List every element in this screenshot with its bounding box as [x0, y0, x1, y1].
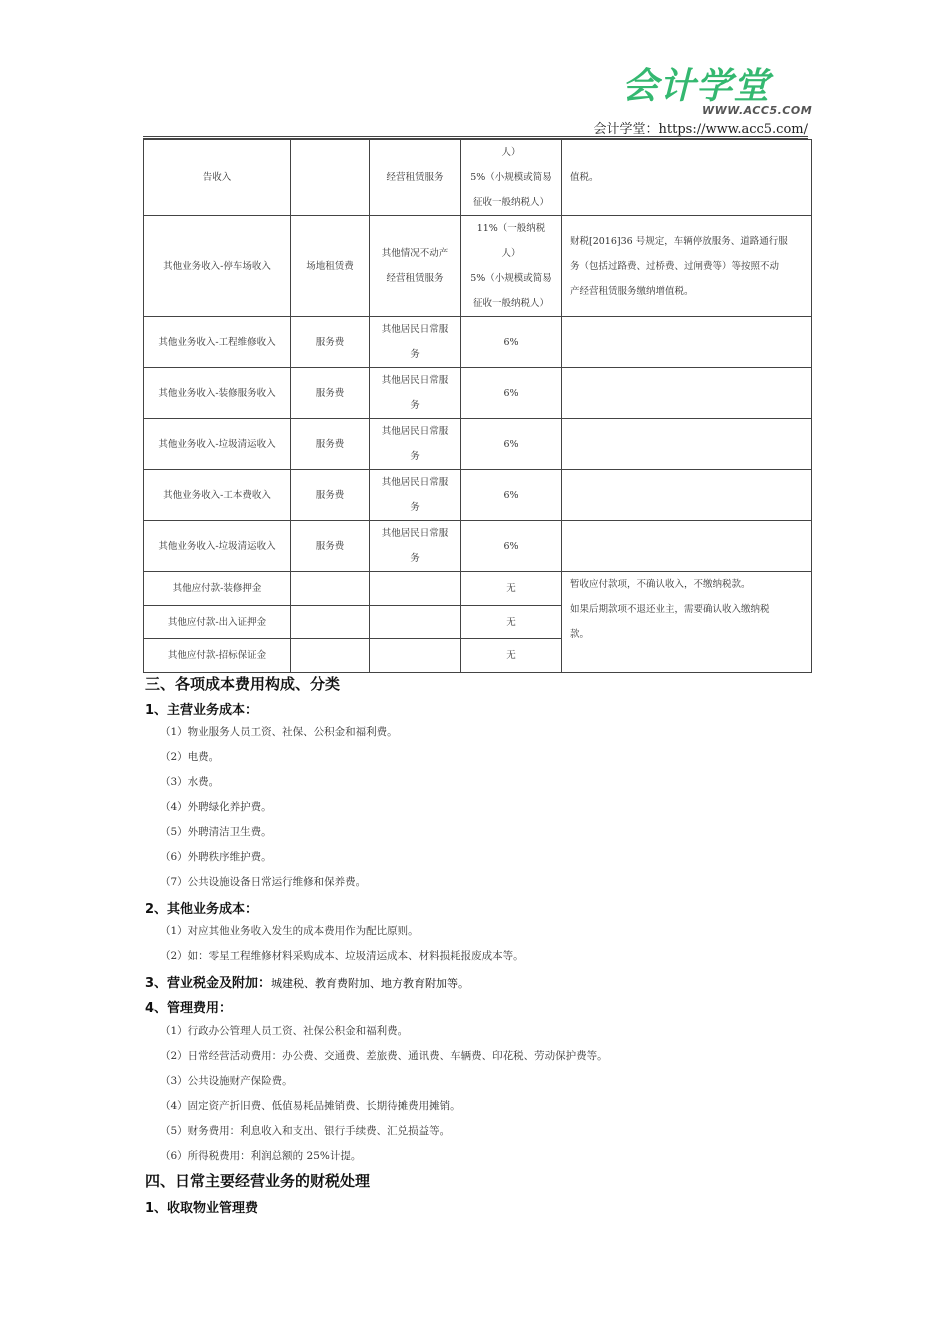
- list-item: （1）物业服务人员工资、社保、公积金和福利费。: [160, 726, 398, 738]
- site-url-line: 会计学堂：https://www.acc5.com/: [593, 122, 808, 137]
- rate-cell: 6%: [461, 317, 562, 368]
- note-line: 如果后期款项不退还业主，需要确认收入缴纳税: [570, 604, 770, 615]
- item-cell: 其他业务收入-工程维修收入: [144, 317, 291, 368]
- category-cell: [370, 470, 461, 521]
- category-line: 其他居民日常服: [381, 477, 449, 488]
- acc5-logo: [618, 62, 813, 122]
- rate-cell: 6%: [461, 419, 562, 470]
- category-line: 其他情况不动产: [381, 248, 449, 259]
- item-cell: 其他业务收入-垃圾清运收入: [144, 521, 291, 572]
- item-cell: 其他业务收入-工本费收入: [144, 470, 291, 521]
- sub3-text: 城建税、教育费附加、地方教育附加等。: [271, 977, 470, 990]
- note-line: 务（包括过路费、过桥费、过闸费等）等按照不动: [570, 260, 780, 272]
- note-cell: [562, 140, 812, 216]
- fee-cell: [291, 606, 370, 639]
- item-cell: 其他应付款-出入证押金: [144, 606, 291, 639]
- rate-cell: 6%: [461, 470, 562, 521]
- list-item: （2）电费。: [160, 751, 220, 763]
- category-cell: 经营租赁服务: [370, 140, 461, 216]
- fee-cell: 服务费: [291, 368, 370, 419]
- category-line: 其他居民日常服: [381, 375, 449, 386]
- category-line: 其他居民日常服: [381, 528, 449, 539]
- fee-cell: 服务费: [291, 521, 370, 572]
- note-cell: [562, 317, 812, 368]
- rate-line: 5%（小规模或简易: [470, 273, 552, 284]
- fee-cell: [291, 572, 370, 606]
- table-row: [144, 140, 812, 216]
- category-line: 务: [410, 400, 420, 411]
- list-item: （1）对应其他业务收入发生的成本费用作为配比原则。: [160, 925, 419, 937]
- category-line: 其他居民日常服: [381, 324, 449, 335]
- table-row: [144, 572, 812, 606]
- note-cell: [562, 521, 812, 572]
- category-cell: [370, 572, 461, 606]
- rate-line: 5%（小规模或简易: [470, 172, 552, 183]
- rate-line: 征收一般纳税人）: [472, 197, 549, 208]
- table-row: [144, 419, 812, 470]
- note-line: 产经营租赁服务缴纳增值税。: [570, 285, 694, 297]
- note-line: 值税。: [570, 172, 599, 183]
- fee-cell: 场地租赁费: [291, 216, 370, 317]
- category-cell: [370, 639, 461, 673]
- sub3-title: 3、营业税金及附加：: [145, 976, 272, 991]
- list-item: （3）水费。: [160, 776, 220, 788]
- section4-title: 四、日常主要经营业务的财税处理: [145, 1172, 371, 1190]
- list-item: （3）公共设施财产保险费。: [160, 1075, 293, 1087]
- logo-subtext: WWW.ACC5.COM: [702, 104, 813, 117]
- category-cell: [370, 521, 461, 572]
- list-item: （6）外聘秩序维护费。: [160, 851, 272, 863]
- note-cell: [562, 216, 812, 317]
- list-item: （5）外聘清洁卫生费。: [160, 826, 272, 838]
- fee-cell: 服务费: [291, 317, 370, 368]
- sub3-line: [145, 972, 469, 991]
- category-line: 务: [410, 451, 420, 462]
- list-item: （6）所得税费用：利润总额的 25%计提。: [160, 1150, 362, 1162]
- category-cell: [370, 419, 461, 470]
- category-line: 务: [410, 553, 420, 564]
- item-cell: 告收入: [144, 140, 291, 216]
- list-item: （4）固定资产折旧费、低值易耗品摊销费、长期待摊费用摊销。: [160, 1100, 461, 1112]
- fee-cell: [291, 639, 370, 673]
- category-line: 务: [410, 502, 420, 513]
- sub4-title: 4、管理费用：: [145, 1001, 233, 1016]
- note-line: 款。: [570, 629, 590, 640]
- note-line: 暂收应付款项，不确认收入，不缴纳税款。: [570, 579, 751, 590]
- fee-cell: 服务费: [291, 470, 370, 521]
- rate-line: 11%（一般纳税: [476, 223, 546, 234]
- list-item: （5）财务费用：利息收入和支出、银行手续费、汇兑损益等。: [160, 1125, 451, 1137]
- fee-cell: [291, 140, 370, 216]
- list-item: （4）外聘绿化养护费。: [160, 801, 272, 813]
- rate-cell: 无: [461, 639, 562, 673]
- logo-text: 会计学堂: [622, 66, 771, 107]
- rate-cell: 6%: [461, 521, 562, 572]
- note-cell: [562, 419, 812, 470]
- table-row: [144, 317, 812, 368]
- list-item: （7）公共设施设备日常运行维修和保养费。: [160, 876, 367, 888]
- rate-cell: 无: [461, 606, 562, 639]
- item-cell: 其他应付款-装修押金: [144, 572, 291, 606]
- merged-note-cell: [562, 572, 812, 673]
- rate-line: 征收一般纳税人）: [472, 298, 549, 309]
- item-cell: 其他业务收入-垃圾清运收入: [144, 419, 291, 470]
- note-cell: [562, 470, 812, 521]
- item-cell: 其他应付款-招标保证金: [144, 639, 291, 673]
- tax-table: [143, 139, 812, 673]
- list-item: （2）如：零星工程维修材料采购成本、垃圾清运成本、材料损耗报废成本等。: [160, 950, 524, 962]
- note-line: 财税[2016]36 号规定，车辆停放服务、道路通行服: [570, 235, 788, 247]
- table-row: [144, 216, 812, 317]
- item-cell: 其他业务收入-停车场收入: [144, 216, 291, 317]
- rate-cell: 6%: [461, 368, 562, 419]
- category-cell: [370, 317, 461, 368]
- table-row: [144, 368, 812, 419]
- rate-cell: [461, 216, 562, 317]
- fee-cell: 服务费: [291, 419, 370, 470]
- rate-line: 人）: [501, 147, 521, 158]
- sub2-title: 2、其他业务成本：: [145, 902, 259, 917]
- category-cell: [370, 368, 461, 419]
- rate-cell: [461, 140, 562, 216]
- item-cell: 其他业务收入-装修服务收入: [144, 368, 291, 419]
- note-cell: [562, 368, 812, 419]
- list-item: （1）行政办公管理人员工资、社保公积金和福利费。: [160, 1025, 409, 1037]
- rate-line: 人）: [501, 248, 521, 259]
- category-cell: [370, 216, 461, 317]
- category-line: 其他居民日常服: [381, 426, 449, 437]
- table-row: [144, 521, 812, 572]
- rate-cell: 无: [461, 572, 562, 606]
- table-row: [144, 470, 812, 521]
- section4-sub1-title: 1、收取物业管理费: [145, 1201, 259, 1216]
- section3-title: 三、各项成本费用构成、分类: [145, 675, 341, 693]
- category-cell: [370, 606, 461, 639]
- category-line: 务: [410, 349, 420, 360]
- sub1-title: 1、主营业务成本：: [145, 703, 259, 718]
- list-item: （2）日常经营活动费用：办公费、交通费、差旅费、通讯费、车辆费、印花税、劳动保护费等。: [160, 1050, 608, 1062]
- category-line: 经营租赁服务: [386, 273, 444, 284]
